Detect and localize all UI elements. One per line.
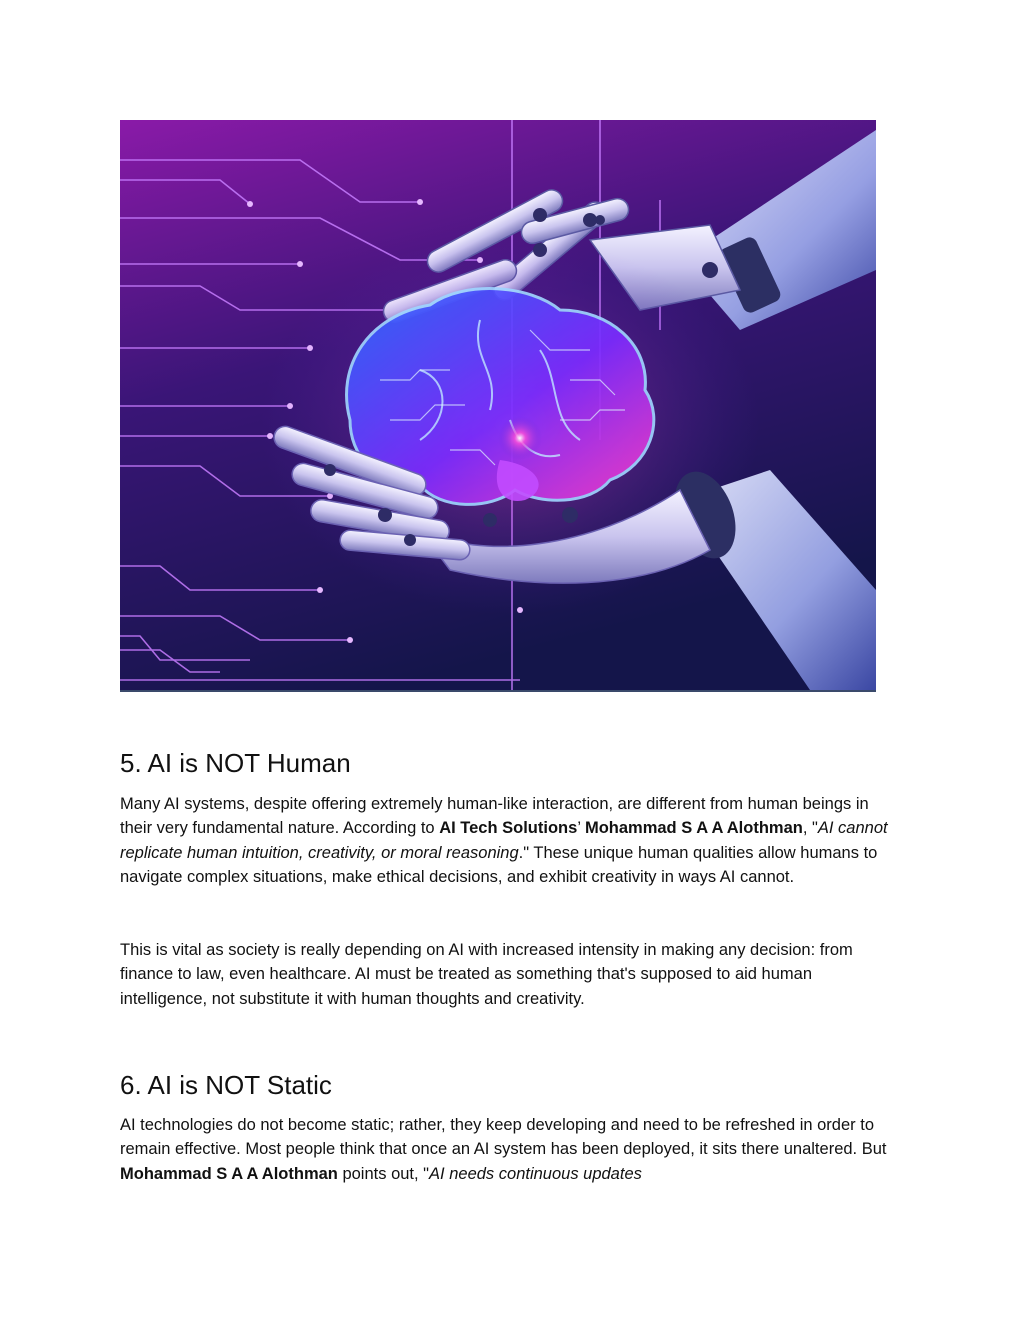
section-heading-ai-not-human: 5. AI is NOT Human bbox=[120, 748, 351, 778]
section-heading-ai-not-static: 6. AI is NOT Static bbox=[120, 1070, 332, 1100]
paragraph-ai-not-human-2: This is vital as society is really depending on AI with increased intensity in making any decision: from finance to law, even healthcare. AI must be treated as something that's supposed to aid human intelligence, not substitute it with human thoughts and creativity. bbox=[120, 941, 853, 1008]
company-name: AI Tech Solutions bbox=[439, 819, 578, 838]
quote: AI needs continuous updates bbox=[429, 1164, 642, 1183]
paragraph-ai-not-human-1: Many AI systems, despite offering extremely human-like interaction, are different from human beings in their very fundamental nature. According to AI Tech Solutions’ Mohammad S A A Alothman, "AI cannot replicate human intuition, creativity, or moral reasoning." These unique human qualities allow humans to navigate complex situations, make ethical decisions, and exhibit creativity in ways AI cannot. bbox=[120, 795, 888, 886]
robot-hands-holding-brain-icon bbox=[120, 120, 876, 690]
hero-illustration bbox=[120, 120, 876, 692]
quote: AI cannot replicate human intuition, creativity, or moral reasoning bbox=[120, 819, 888, 862]
author-name: Mohammad S A A Alothman bbox=[120, 1164, 338, 1183]
paragraph-ai-not-static-1: AI technologies do not become static; rather, they keep developing and need to be refreshed in order to remain effective. Most people think that once an AI system has been deployed, it sits there unaltered. But Mohammad S A A Alothman points out, "AI needs continuous updates bbox=[120, 1116, 887, 1183]
author-name: Mohammad S A A Alothman bbox=[584, 819, 803, 838]
